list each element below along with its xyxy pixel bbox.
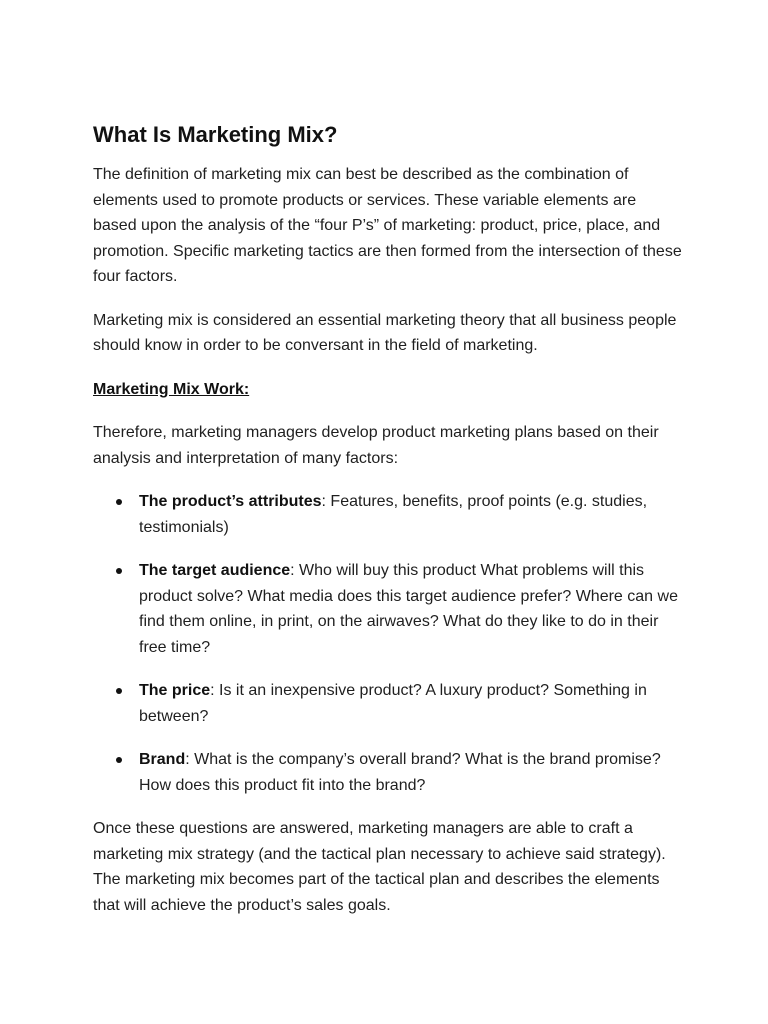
intro-paragraph: The definition of marketing mix can best be described as the combination of elements used to promote products or services. These variable elements are based upon the analysis of the “four P’s” of marketing: product, price, place, and promotion. Specific marketing tactics are then formed from the intersection of these four factors. <box>93 166 682 285</box>
bullet-icon <box>116 757 122 763</box>
list-item <box>93 747 683 798</box>
document-body <box>93 121 683 918</box>
factor-description: : Is it an inexpensive product? A luxury product? Something in between? <box>139 682 647 725</box>
factor-description: : Who will buy this product What problems will this product solve? What media does this target audience prefer? Where can we find them online, in print, on the airwaves? What do they like to do in their free time? <box>139 562 678 656</box>
bullet-icon <box>116 568 122 574</box>
factor-description: : Features, benefits, proof points (e.g. studies, testimonials) <box>139 493 648 536</box>
bullet-icon <box>116 499 122 505</box>
factor-description: : What is the company’s overall brand? What is the brand promise? How does this product fit into the brand? <box>139 751 661 794</box>
list-item <box>93 558 683 660</box>
list-item <box>93 489 683 540</box>
factor-term: The price <box>139 682 211 699</box>
bullet-icon <box>116 688 122 694</box>
theory-paragraph: Marketing mix is considered an essential marketing theory that all business people should know in order to be conversant in the field of marketing. <box>93 311 677 354</box>
factors-list <box>93 489 683 798</box>
list-item <box>93 678 683 729</box>
factor-term: The product’s attributes <box>139 493 322 510</box>
lead-paragraph: Therefore, marketing managers develop product marketing plans based on their analysis and interpretation of many factors: <box>93 424 659 467</box>
factor-term: The target audience <box>139 562 291 579</box>
page-title: What Is Marketing Mix? <box>93 122 338 147</box>
factor-term: Brand <box>139 751 186 768</box>
closing-paragraph: Once these questions are answered, marketing managers are able to craft a marketing mix strategy (and the tactical plan necessary to achieve said strategy). The marketing mix becomes part of the tactical plan and describes the elements that will achieve the product’s sales goals. <box>93 820 666 914</box>
section-subheading: Marketing Mix Work: <box>93 380 250 398</box>
